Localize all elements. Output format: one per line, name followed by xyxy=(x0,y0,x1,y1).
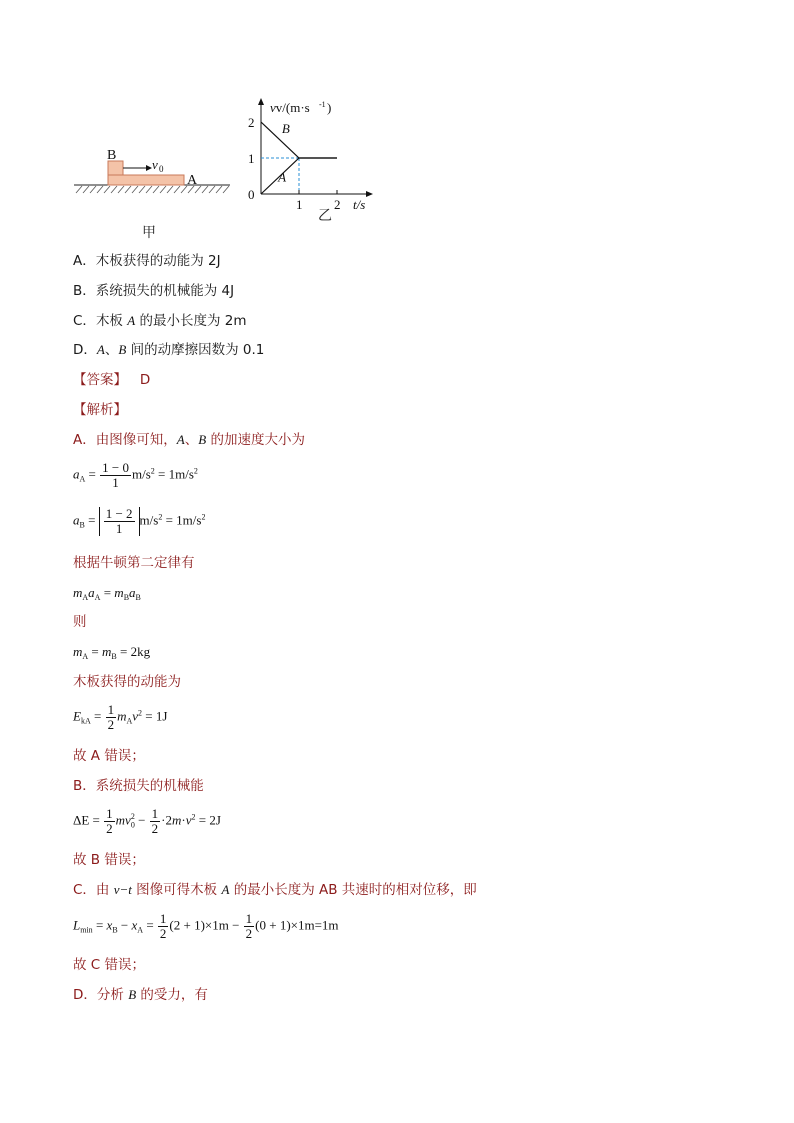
then-line: 则 xyxy=(73,614,87,630)
eq-var: a xyxy=(73,512,80,528)
analysis-label: 【解析】 xyxy=(73,402,127,418)
option-b[interactable] xyxy=(73,282,234,300)
analysis-b-intro: B．系统损失的机械能 xyxy=(73,778,204,794)
equation-mass: $m_A = m_B = 2kg$ xyxy=(73,644,151,661)
y-tick-label: 2 xyxy=(248,115,255,130)
ground-hatching xyxy=(76,186,229,193)
series-line-b xyxy=(261,122,337,158)
eq-var: a xyxy=(73,466,80,482)
board-a xyxy=(108,175,184,185)
label-a: A xyxy=(187,173,198,188)
eq-sub: B xyxy=(79,520,85,530)
answer-value: D xyxy=(139,372,151,388)
option-letter: D． xyxy=(73,342,97,358)
label-b: B xyxy=(107,148,117,163)
exp: 2 xyxy=(150,466,155,476)
unit: m/s xyxy=(131,466,151,482)
y-tick-label: 1 xyxy=(248,151,255,166)
y-axis-arrow xyxy=(258,98,264,105)
analysis-c-intro xyxy=(73,881,477,899)
velocity-label: v xyxy=(152,157,158,172)
y-axis-label: vv/(m·s xyxy=(270,100,310,115)
equation-aA: $a_A$ = $\frac{1 - 0}{1}$ $m/s^2 = 1m/s^2$ xyxy=(73,460,198,490)
equation-energy-loss: ΔE = $\frac{1}{2}$ $mv_0^2$ − $\frac{1}{2}$ $\cdot 2m\cdot v^2 = 2J$ xyxy=(73,806,221,836)
option-letter: A． xyxy=(73,253,96,269)
newton-law-line: 根据牛顿第二定律有 xyxy=(73,555,195,571)
absolute-value xyxy=(99,507,140,536)
exp: 2 xyxy=(201,512,206,522)
rhs: = 1m/s xyxy=(154,466,194,482)
ke-intro-line: 木板获得的动能为 xyxy=(73,674,181,690)
x-axis-label: t/s xyxy=(353,197,366,212)
x-tick-label: 2 xyxy=(334,197,341,212)
option-a[interactable] xyxy=(73,252,221,270)
caption-jia: 甲 xyxy=(142,225,156,240)
analysis-d-intro xyxy=(73,986,208,1004)
intro-text: 的加速度大小为 xyxy=(206,432,305,448)
equation-min-length: $L_{min} = x_B - x_A$ = $\frac{1}{2}$ (2 + 1)×1m − $\frac{1}{2}$ (0 + 1)×1m=1m xyxy=(73,911,339,941)
exp: 2 xyxy=(193,466,198,476)
intro-text: 的受力，有 xyxy=(136,987,208,1003)
var-a: A xyxy=(221,882,230,897)
fraction xyxy=(100,461,131,490)
intro-text: C．由 xyxy=(73,882,114,898)
unit: m/s xyxy=(139,512,159,528)
conclusion-c: 故 C 错误； xyxy=(73,957,146,973)
figure-jia xyxy=(70,140,240,240)
option-c[interactable] xyxy=(73,312,247,330)
intro-text: 的最小长度为 AB 共速时的相对位移，即 xyxy=(229,882,477,898)
intro-text: A．由图像可知， xyxy=(73,432,177,448)
option-d[interactable] xyxy=(73,341,264,359)
var-b: B xyxy=(198,432,207,447)
intro-text: 图像可得木板 xyxy=(131,882,222,898)
var-b: B xyxy=(128,987,137,1002)
fraction xyxy=(104,507,135,536)
option-text: 系统损失的机械能为 4J xyxy=(95,283,235,299)
denominator: 1 xyxy=(112,475,119,490)
x-axis-arrow xyxy=(366,191,373,197)
vt-symbol: v−t xyxy=(113,882,132,897)
velocity-sub: 0 xyxy=(159,164,164,174)
conclusion-b: 故 B 错误； xyxy=(73,852,145,868)
exp: 2 xyxy=(158,512,163,522)
option-text: 木板获得的动能为 2J xyxy=(95,253,221,269)
rhs: = 1m/s xyxy=(162,512,202,528)
series-label-b: B xyxy=(281,120,290,136)
equation-aB: $a_B$ = $\frac{1 - 2}{1}$ $m/s^2 = 1m/s^2$ xyxy=(73,506,206,536)
caption-yi: 乙 xyxy=(318,208,332,224)
series-label-a: A xyxy=(278,169,287,185)
option-sep: 、 xyxy=(104,342,119,358)
sep: 、 xyxy=(184,432,199,448)
numerator: 1 − 2 xyxy=(105,506,133,521)
option-text: 间的动摩擦因数为 0.1 xyxy=(126,342,265,358)
option-var: A xyxy=(127,313,136,328)
equation-kinetic-energy: $E_{kA}$ = $\frac{1}{2}$ $m_Av^2 = 1J$ xyxy=(73,702,168,732)
figure-yi-vt-chart xyxy=(240,95,390,240)
eq-sub: A xyxy=(79,474,86,484)
equation-newton: $m_Aa_A = m_Ba_B$ xyxy=(73,585,141,602)
denominator: 1 xyxy=(115,521,123,536)
option-var1: A xyxy=(96,342,105,357)
answer-line xyxy=(73,371,150,389)
y-tick-label: 0 xyxy=(248,187,255,202)
option-text: 的最小长度为 2m xyxy=(135,313,247,329)
y-axis-exp: -1 xyxy=(319,100,326,109)
option-var2: B xyxy=(118,342,127,357)
option-letter: C． xyxy=(73,313,96,329)
option-letter: B． xyxy=(73,283,96,299)
numerator: 1 − 0 xyxy=(102,460,129,475)
block-b xyxy=(108,161,123,175)
option-pre: 木板 xyxy=(95,313,128,329)
x-tick-label: 1 xyxy=(296,197,303,212)
var-a: A xyxy=(176,432,185,447)
analysis-a-intro xyxy=(73,431,305,449)
conclusion-a: 故 A 错误； xyxy=(73,748,145,764)
answer-label: 【答案】 xyxy=(73,372,127,388)
y-axis-close: ) xyxy=(327,100,332,115)
intro-text: D．分析 xyxy=(73,987,129,1003)
